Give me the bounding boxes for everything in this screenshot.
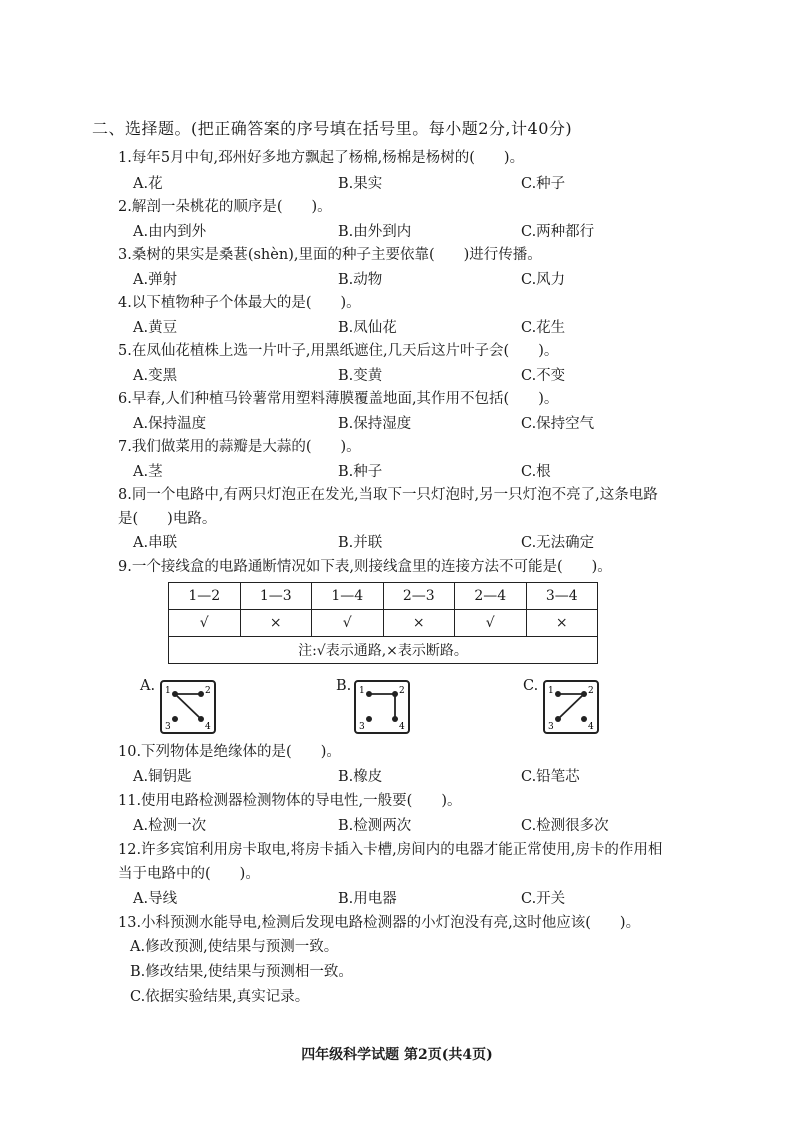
terminal-dot-4	[392, 716, 398, 722]
question-8-stem-cont: 是( )电路。	[118, 511, 217, 527]
terminal-label-2: 2	[588, 686, 594, 696]
terminal-dot-3	[366, 716, 372, 722]
question-2-option-c[interactable]: C.两种都行	[521, 224, 595, 240]
connection-table	[168, 582, 598, 664]
table-mark-cell: ×	[240, 610, 312, 637]
question-13-option-a[interactable]: A.修改预测,使结果与预测一致。	[130, 939, 339, 955]
question-9-stem: 9.一个接线盒的电路通断情况如下表,则接线盒里的连接方法不可能是( )。	[118, 559, 612, 575]
question-12-option-a[interactable]: A.导线	[133, 891, 178, 907]
question-12-option-c[interactable]: C.开关	[521, 891, 566, 907]
question-1-option-b[interactable]: B.果实	[338, 176, 383, 192]
terminal-label-2: 2	[399, 686, 405, 696]
question-10-stem: 10.下列物体是绝缘体的是( )。	[118, 744, 341, 760]
question-1-option-a[interactable]: A.花	[133, 176, 163, 192]
question-5-option-b[interactable]: B.变黄	[338, 368, 383, 384]
terminal-dot-2	[198, 691, 204, 697]
terminal-label-4: 4	[399, 722, 405, 732]
question-7-option-a[interactable]: A.茎	[133, 464, 163, 480]
terminal-label-3: 3	[548, 722, 554, 732]
wiring-diagram-a	[162, 682, 214, 732]
question-8-option-c[interactable]: C.无法确定	[521, 535, 595, 551]
terminal-dot-4	[581, 716, 587, 722]
question-1-option-c[interactable]: C.种子	[521, 176, 566, 192]
table-mark-cell: √	[312, 610, 384, 637]
page-footer: 四年级科学试题 第2页(共4页)	[301, 1047, 493, 1063]
question-4-option-b[interactable]: B.凤仙花	[338, 320, 397, 336]
terminal-label-1: 1	[359, 686, 365, 696]
connection-table-note-row	[169, 637, 598, 664]
question-3-stem: 3.桑树的果实是桑葚(shèn),里面的种子主要依靠( )进行传播。	[118, 247, 542, 263]
table-mark-cell: √	[169, 610, 241, 637]
question-12-option-b[interactable]: B.用电器	[338, 891, 397, 907]
question-6-option-b[interactable]: B.保持湿度	[338, 416, 412, 432]
question-11-option-a[interactable]: A.检测一次	[133, 818, 207, 834]
terminal-label-4: 4	[588, 722, 594, 732]
table-header-cell: 3—4	[526, 583, 598, 610]
table-mark-cell: ×	[526, 610, 598, 637]
question-13-option-c[interactable]: C.依据实验结果,真实记录。	[130, 989, 310, 1005]
terminal-dot-3	[172, 716, 178, 722]
question-13-option-b[interactable]: B.修改结果,使结果与预测相一致。	[130, 964, 353, 980]
terminal-dot-1	[366, 691, 372, 697]
table-header-cell: 2—4	[455, 583, 527, 610]
question-3-option-c[interactable]: C.风力	[521, 272, 566, 288]
question-13-stem: 13.小科预测水能导电,检测后发现电路检测器的小灯泡没有亮,这时他应该( )。	[118, 915, 641, 931]
question-10-option-a[interactable]: A.铜钥匙	[133, 769, 192, 785]
terminal-label-2: 2	[205, 686, 211, 696]
question-5-stem: 5.在凤仙花植株上选一片叶子,用黑纸遮住,几天后这片叶子会( )。	[118, 343, 559, 359]
question-10-option-c[interactable]: C.铅笔芯	[521, 769, 580, 785]
terminal-dot-1	[555, 691, 561, 697]
terminal-dot-3	[555, 716, 561, 722]
question-8-option-a[interactable]: A.串联	[133, 535, 178, 551]
question-12-stem-cont: 当于电路中的( )。	[118, 866, 260, 882]
question-2-stem: 2.解剖一朵桃花的顺序是( )。	[118, 199, 332, 215]
wire-1-4	[175, 694, 201, 719]
diagram-option-a-label[interactable]: A.	[140, 678, 156, 694]
question-8-stem: 8.同一个电路中,有两只灯泡正在发光,当取下一只灯泡时,另一只灯泡不亮了,这条电路	[118, 487, 658, 503]
question-5-option-c[interactable]: C.不变	[521, 368, 566, 384]
connection-table-header-row	[169, 583, 598, 610]
question-12-stem: 12.许多宾馆利用房卡取电,将房卡插入卡槽,房间内的电器才能正常使用,房卡的作用相	[118, 842, 663, 858]
terminal-label-3: 3	[165, 722, 171, 732]
table-header-cell: 1—4	[312, 583, 384, 610]
terminal-dot-2	[392, 691, 398, 697]
question-1-stem: 1.每年5月中旬,邳州好多地方飘起了杨棉,杨棉是杨树的( )。	[118, 150, 525, 166]
terminal-label-1: 1	[165, 686, 171, 696]
question-2-option-a[interactable]: A.由内到外	[133, 224, 207, 240]
terminal-label-1: 1	[548, 686, 554, 696]
question-2-option-b[interactable]: B.由外到内	[338, 224, 412, 240]
terminal-label-4: 4	[205, 722, 211, 732]
table-header-cell: 2—3	[383, 583, 455, 610]
wiring-diagram-b	[356, 682, 408, 732]
connection-table-mark-row	[169, 610, 598, 637]
wire-2-3	[558, 694, 584, 719]
question-11-option-b[interactable]: B.检测两次	[338, 818, 412, 834]
question-7-option-c[interactable]: C.根	[521, 464, 551, 480]
question-11-option-c[interactable]: C.检测很多次	[521, 818, 609, 834]
table-mark-cell: √	[455, 610, 527, 637]
terminal-dot-2	[581, 691, 587, 697]
diagram-option-b-label[interactable]: B.	[336, 678, 352, 694]
question-8-option-b[interactable]: B.并联	[338, 535, 383, 551]
question-4-option-c[interactable]: C.花生	[521, 320, 566, 336]
question-5-option-a[interactable]: A.变黑	[133, 368, 178, 384]
diagram-option-c[interactable]	[543, 680, 599, 734]
table-mark-cell: ×	[383, 610, 455, 637]
question-11-stem: 11.使用电路检测器检测物体的导电性,一般要( )。	[118, 793, 462, 809]
question-7-option-b[interactable]: B.种子	[338, 464, 383, 480]
question-3-option-a[interactable]: A.弹射	[133, 272, 178, 288]
table-header-cell: 1—3	[240, 583, 312, 610]
terminal-dot-1	[172, 691, 178, 697]
question-6-stem: 6.早春,人们种植马铃薯常用塑料薄膜覆盖地面,其作用不包括( )。	[118, 391, 559, 407]
question-6-option-a[interactable]: A.保持温度	[133, 416, 207, 432]
diagram-option-b[interactable]	[354, 680, 410, 734]
question-4-stem: 4.以下植物种子个体最大的是( )。	[118, 295, 361, 311]
question-3-option-b[interactable]: B.动物	[338, 272, 383, 288]
section-title: 二、选择题。(把正确答案的序号填在括号里。每小题2分,计40分)	[92, 119, 573, 138]
question-4-option-a[interactable]: A.黄豆	[133, 320, 178, 336]
question-10-option-b[interactable]: B.橡皮	[338, 769, 383, 785]
table-header-cell: 1—2	[169, 583, 241, 610]
table-note: 注:√表示通路,×表示断路。	[169, 637, 598, 664]
diagram-option-a[interactable]	[160, 680, 216, 734]
question-7-stem: 7.我们做菜用的蒜瓣是大蒜的( )。	[118, 439, 361, 455]
question-6-option-c[interactable]: C.保持空气	[521, 416, 595, 432]
wiring-diagram-c	[545, 682, 597, 732]
diagram-option-c-label[interactable]: C.	[523, 678, 539, 694]
terminal-dot-4	[198, 716, 204, 722]
terminal-label-3: 3	[359, 722, 365, 732]
